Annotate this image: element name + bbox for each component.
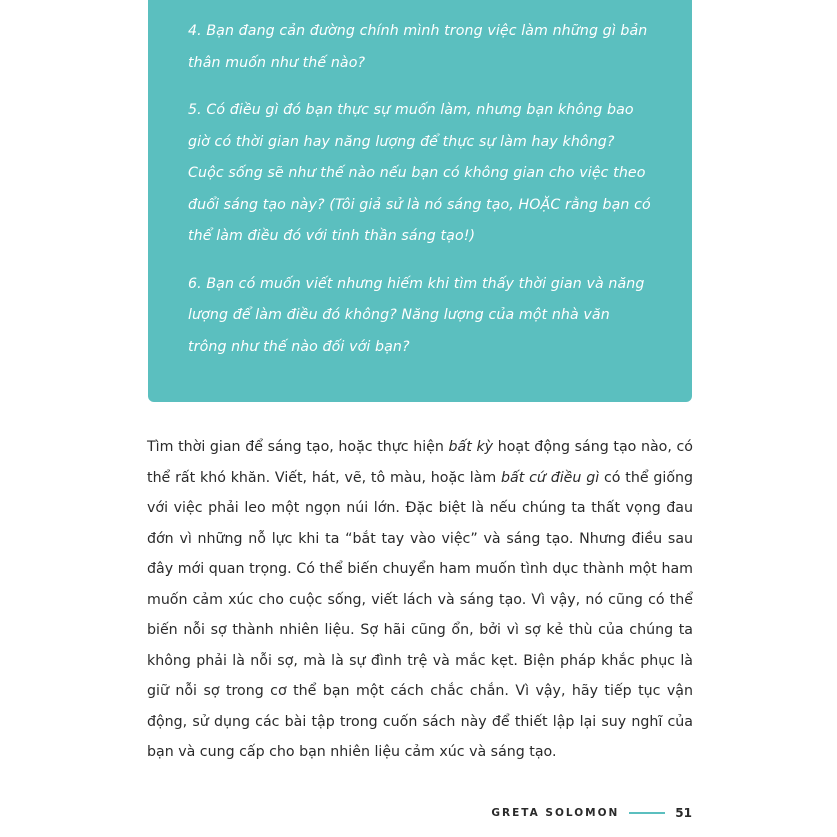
question-5: 5. Có điều gì đó bạn thực sự muốn làm, nhưng bạn không bao giờ có thời gian hay năng lượng để thực sự làm hay không? Cuộc sống sẽ như thế nào nếu bạn có không gian cho việc theo đuổi sáng tạo này? (Tôi giả sử là nó sáng tạo, HOẶC rằng bạn có thể làm điều đó với tinh thần sáng tạo!) — [188, 102, 651, 244]
body-emphasis-1: bất kỳ — [448, 439, 494, 455]
body-emphasis-2: bất cứ điều gì — [501, 469, 600, 486]
question-callout-box — [148, 0, 692, 402]
body-text-part-1: Tìm thời gian để sáng tạo, hoặc thực hiện — [147, 439, 449, 455]
footer-rule — [629, 812, 665, 814]
question-6: 6. Bạn có muốn viết nhưng hiếm khi tìm thấy thời gian và năng lượng để làm điều đó không? Năng lượng của một nhà văn trông như thế nào đối với bạn? — [188, 275, 645, 355]
body-paragraph — [147, 432, 693, 768]
body-text-part-3: có thể giống với việc phải leo một ngọn núi lớn. Đặc biệt là nếu chúng ta thất vọng đau đớn vì những nỗ lực khi ta “bắt tay vào việc” và sáng tạo. Nhưng điều sau đây mới quan trọng. Có thể biến chuyển ham muốn tình dục thành một ham muốn cảm xúc cho cuộc sống, viết lách và sáng tạo. Vì vậy, nó cũng có thể biến nỗi sợ thành nhiên liệu. Sợ hãi cũng ổn, bởi vì sợ kẻ thù của chúng ta không phải là nỗi sợ, mà là sự đình trệ và mắc kẹt. Biện pháp khắc phục là giữ nỗi sợ trong cơ thể bạn một cách chắc chắn. Vì vậy, hãy tiếp tục vận động, sử dụng các bài tập trong cuốn sách này để thiết lập lại suy nghĩ của bạn và cung cấp cho bạn nhiên liệu cảm xúc và sáng tạo. — [147, 469, 694, 760]
body-text-part-2: hoạt động sáng tạo nào, có thể rất khó khăn. Viết, hát, vẽ, tô màu, hoặc làm — [147, 439, 693, 486]
author-name: GRETA SOLOMON — [491, 807, 620, 819]
page-footer — [491, 806, 692, 820]
page-number: 51 — [675, 806, 692, 820]
question-4: 4. Bạn đang cản đường chính mình trong việc làm những gì bản thân muốn như thế nào? — [188, 23, 648, 71]
